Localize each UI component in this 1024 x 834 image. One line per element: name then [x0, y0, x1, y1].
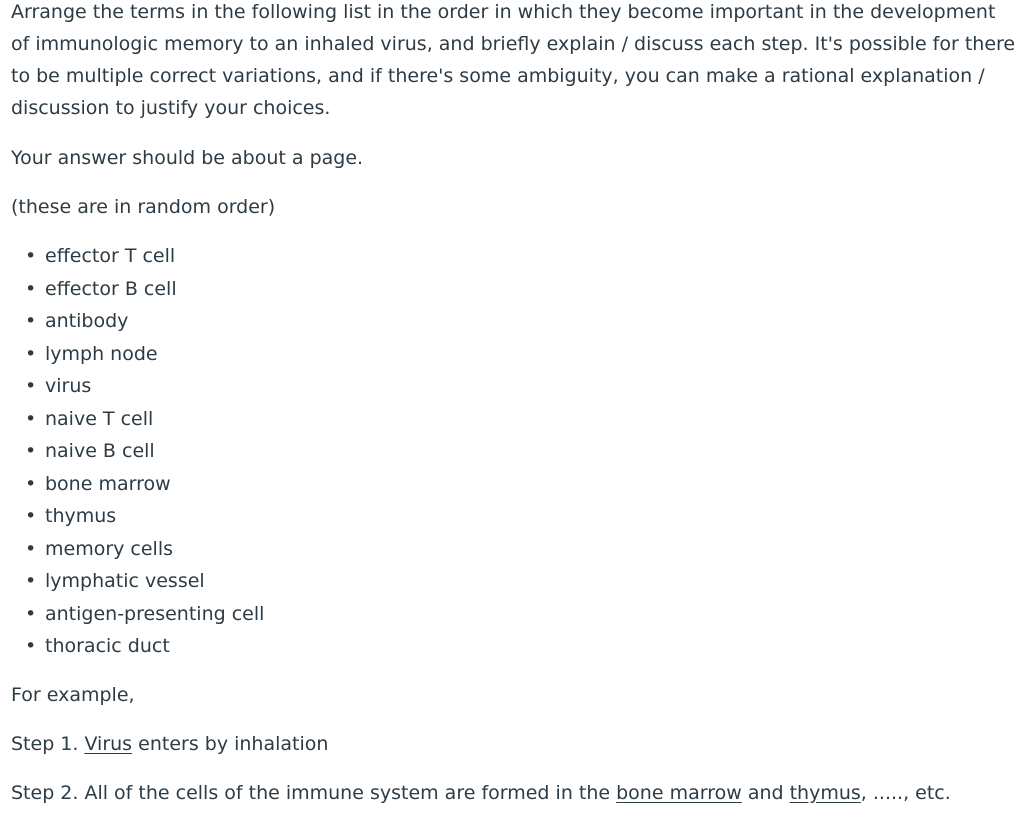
list-item — [11, 338, 1017, 371]
list-item — [11, 468, 1017, 501]
step2-suffix: , ....., etc. — [860, 781, 951, 804]
bullet-icon: • — [25, 245, 37, 267]
step2-prefix: Step 2. All of the cells of the immune system are formed in the — [11, 781, 617, 804]
list-item — [11, 598, 1017, 631]
answer-length-note: Your answer should be about a page. — [11, 147, 364, 169]
term-label: antigen-presenting cell — [45, 602, 265, 625]
bullet-icon: • — [25, 537, 37, 560]
bullet-icon: • — [25, 277, 37, 300]
list-item — [11, 305, 1017, 338]
term-label: thoracic duct — [45, 635, 170, 657]
list-item — [11, 273, 1017, 306]
step1-prefix: Step 1. — [11, 732, 85, 755]
list-item — [11, 403, 1017, 436]
term-label: effector T cell — [45, 245, 176, 267]
term-label: naive B cell — [45, 440, 155, 462]
bullet-icon: • — [25, 472, 37, 495]
example-step-1 — [11, 728, 1017, 760]
term-label: virus — [45, 375, 92, 397]
list-item — [11, 565, 1017, 598]
step2-middle: and — [741, 781, 790, 804]
bullet-icon: • — [25, 635, 37, 657]
step1-term-virus: Virus — [84, 732, 133, 755]
question-intro: Arrange the terms in the following list in the order in which they become important in the development of immunologic memory to an inhaled virus, and briefly explain / discuss each step. It's possible for there to be multiple correct variations, and if there's some ambiguity, you can make a rational explanation / discussion to justify your choices. — [11, 1, 1016, 119]
term-label: effector B cell — [45, 277, 177, 300]
list-item — [11, 240, 1017, 273]
bullet-icon: • — [25, 310, 37, 332]
example-step-2 — [11, 777, 1017, 809]
list-item — [11, 370, 1017, 403]
terms-list — [11, 240, 1017, 663]
random-order-note: (these are in random order) — [11, 196, 276, 218]
bullet-icon: • — [25, 440, 37, 462]
term-label: bone marrow — [45, 472, 171, 495]
for-example-label: For example, — [11, 683, 135, 706]
bullet-icon: • — [25, 505, 37, 527]
list-item — [11, 630, 1017, 663]
bullet-icon: • — [25, 602, 37, 625]
term-label: lymph node — [45, 342, 158, 365]
list-item — [11, 533, 1017, 566]
bullet-icon: • — [25, 570, 37, 592]
term-label: thymus — [45, 505, 117, 527]
term-label: lymphatic vessel — [45, 570, 205, 592]
term-label: naive T cell — [45, 407, 154, 430]
step2-term-thymus: thymus — [789, 781, 861, 804]
bullet-icon: • — [25, 342, 37, 365]
step2-term-bone-marrow: bone marrow — [616, 781, 742, 804]
term-label: memory cells — [45, 537, 174, 560]
question-content — [11, 0, 1017, 809]
bullet-icon: • — [25, 375, 37, 397]
term-label: antibody — [45, 310, 129, 332]
step1-suffix: enters by inhalation — [132, 732, 329, 755]
list-item — [11, 435, 1017, 468]
bullet-icon: • — [25, 407, 37, 430]
list-item — [11, 500, 1017, 533]
